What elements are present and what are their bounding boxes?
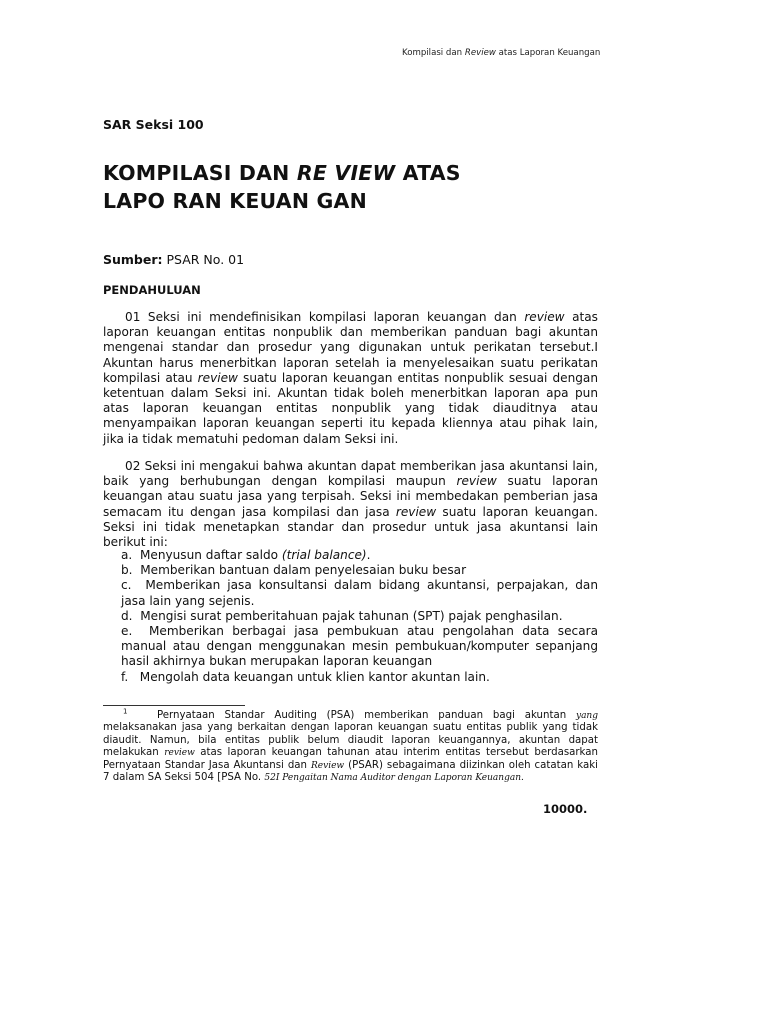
list-item-text: d. Mengisi surat pemberitahuan pajak tahunan (SPT) pajak penghasilan. [121,608,563,623]
list-item [121,609,598,624]
fn-text-4: (PSAR) sebagaimana diizinkan oleh catatan kaki 7 dalam SA Seksi 504 [PSA No. [103,759,598,784]
services-list [121,548,598,685]
footnote-mark: 1 [123,707,128,716]
header-suffix: atas Laporan Keuangan [498,48,601,58]
paragraph-01 [103,310,598,447]
p2-text-3: suatu laporan keuangan. Seksi ini tidak menetapkan standar dan prosedur untuk jasa akuntansi lain berikut ini: [103,504,598,550]
page-title-line-2: LAPO RAN KEUAN GAN [103,189,367,213]
list-item-text: c. Memberikan jasa konsultansi dalam bidang akuntansi, perpajakan, dan jasa lain yang sejenis. [121,578,598,608]
title-italic: RE VIEW [296,161,396,185]
title-part-b: ATAS [402,161,461,185]
running-header [402,48,600,58]
footnote-divider [103,705,245,706]
header-italic: Review [464,48,496,58]
p2-italic-2: review [395,504,437,519]
fn-text-3: atas laporan keuangan tahunan atau interim entitas tersebut berdasarkan Pernyataan Standar Jasa Akuntansi dan [103,747,598,771]
list-item-text: f. Mengolah data keuangan untuk klien kantor akuntan lain. [121,669,490,684]
source-value: PSAR No. 01 [166,252,245,267]
fn-italic-4: 52I Pengaitan Nama Auditor dengan Laporan Keuangan. [264,773,524,784]
page-number: 10000. [543,802,588,816]
list-item [121,548,598,563]
list-item-after: . [366,548,371,562]
list-item [121,563,598,578]
p2-text-1: 02 Seksi ini mengakui bahwa akuntan dapat memberikan jasa akuntansi lain, baik yang berhubungan dengan kompilasi maupun [103,459,598,489]
footnote [103,707,598,784]
fn-text-2: melaksanakan jasa yang berkaitan dengan laporan keuangan suatu entitas publik yang tidak diaudit. Namun, bila entitas publik belum diaudit laporan keuangannya, akuntan dapat melakukan [103,722,598,759]
header-prefix: Kompilasi dan [402,48,463,58]
paragraph-02 [103,459,598,550]
p2-italic-1: review [456,474,497,489]
page-title-line-1 [103,161,461,185]
p2-text-2: suatu laporan keuangan atau suatu jasa yang terpisah. Seksi ini membedakan pemberian jasa semacam itu dengan jasa kompilasi dan jasa [103,474,598,519]
fn-italic-1: yang [575,711,598,721]
p1-text-1: 01 Seksi ini mendefinisikan kompilasi laporan keuangan dan [125,310,517,324]
list-item [121,670,598,685]
p1-text-2: atas laporan keuangan entitas nonpublik dan memberikan panduan bagi akuntan mengenai standar dan prosedur yang digunakan untuk perikatan tersebut.I Akuntan harus menerbitkan laporan setelah ia menyelesaikan suatu perikatan kompilasi atau [103,310,598,385]
list-item-text: b. Memberikan bantuan dalam penyelesaian buku besar [121,563,467,578]
p1-italic-2: review [197,370,238,385]
p1-text-3: suatu laporan keuangan entitas nonpublik sesuai dengan ketentuan dalam Seksi ini. Akuntan tidak boleh menerbitkan laporan apa pun atas laporan keuangan entitas nonpublik yang tidak diauditnya atau menyampaikan laporan keuangan seperti itu kepada kliennya atau pihak lain, jika ia tidak mematuhi pedoman dalam Seksi ini. [103,370,598,446]
list-item-text: e. Memberikan berbagai jasa pembukuan atau pengolahan data secara manual atau dengan menggunakan mesin pembukuan/komputer sepanjang hasil akhirnya bukan merupakan laporan keuangan [121,624,598,669]
list-item [121,578,598,608]
source-line [103,252,244,267]
title-part-a: KOMPILASI DAN [103,161,290,185]
document-code: SAR Seksi 100 [103,117,204,132]
list-item-text: a. Menyusun daftar saldo [121,548,279,562]
fn-italic-3: Review [311,760,345,771]
list-item-italic: (trial balance) [281,548,367,562]
fn-italic-2: review [164,748,195,759]
fn-text-1: Pernyataan Standar Auditing (PSA) memberikan panduan bagi akuntan [156,710,567,721]
p1-italic-1: review [524,310,565,324]
list-item [121,624,598,670]
section-heading: PENDAHULUAN [103,283,201,297]
source-label: Sumber: [103,252,163,267]
